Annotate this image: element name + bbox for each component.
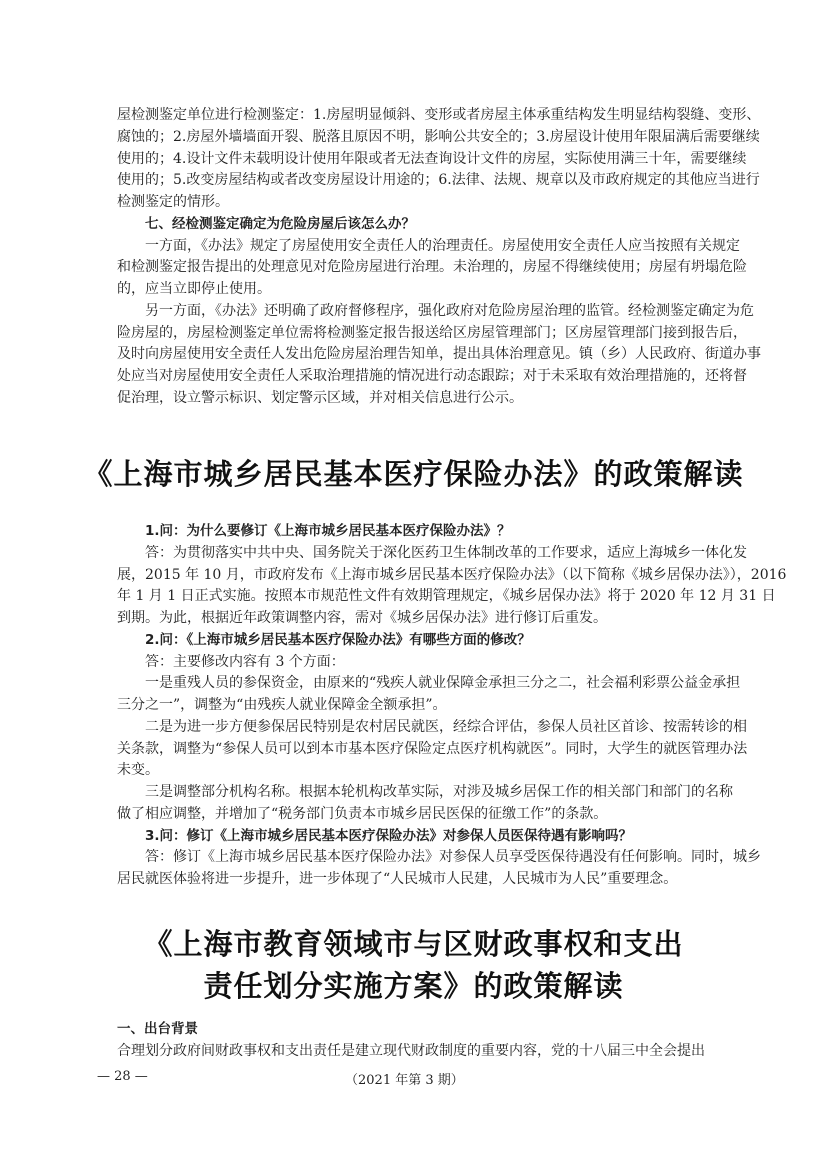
paragraph-line: 一方面，《办法》规定了房屋使用安全责任人的治理责任。房屋使用安全责任人应当按照有关规定 — [145, 237, 740, 254]
paragraph-line: 未变。 — [117, 762, 159, 779]
article1-title: 《上海市城乡居民基本医疗保险办法》的政策解读 — [83, 457, 744, 491]
issue-label: （2021 年第 3 期） — [345, 1073, 464, 1088]
paragraph-line: 做了相应调整，并增加了“税务部门负责本市城乡居民医保的征缴工作”的条款。 — [117, 805, 608, 822]
section-heading: 2.问：《上海市城乡居民基本医疗保险办法》有哪些方面的修改？ — [145, 631, 531, 648]
article2-body — [117, 1019, 713, 1063]
paragraph-line: 到期。为此，根据近年政策调整内容，需对《城乡居保办法》进行修订后重发。 — [117, 610, 607, 626]
paragraph-line: 处应当对房屋使用安全责任人采取治理措施的情况进行动态跟踪；对于未采取有效治理措施的，还将督 — [117, 368, 747, 384]
paragraph-line: 展，2015 年 10 月，市政府发布《上海市城乡居民基本医疗保险办法》（以下简称《城乡居保办法》），2016 — [117, 566, 787, 583]
paragraph-line: 和检测鉴定报告提出的处理意见对危险房屋进行治理。未治理的，房屋不得继续使用；房屋有坍塌危险 — [117, 259, 747, 276]
paragraph-line: 年 1 月 1 日正式实施。按照本市规范性文件有效期管理规定，《城乡居保办法》将于 2020 年 12 月 31 日 — [117, 588, 776, 605]
paragraph-line: 三是调整部分机构名称。根据本轮机构改革实际，对涉及城乡居保工作的相关部门和部门的名称 — [145, 784, 733, 800]
paragraph-line: 二是为进一步方便参保居民特别是农村居民就医，经综合评估，参保人员社区首诊、按需转诊的相 — [145, 718, 747, 735]
paragraph-line: 的，应当立即停止使用。 — [117, 281, 271, 297]
paragraph-line: 合理划分政府间财政事权和支出责任是建立现代财政制度的重要内容，党的十八届三中全会提出 — [117, 1042, 705, 1059]
article1-body — [117, 521, 787, 891]
paragraph-line: 居民就医体验将进一步提升，进一步体现了“人民城市人民建，人民城市为人民”重要理念。 — [117, 871, 678, 887]
section-heading: 七、经检测鉴定确定为危险房屋后该怎么办？ — [145, 215, 415, 232]
paragraph-line: 使用的；5.改变房屋结构或者改变房屋设计用途的；6.法律、法规、规章以及市政府规定的其他应当进行 — [117, 172, 760, 189]
page-number: — 28 — — [97, 1069, 148, 1084]
section-heading: 1.问：为什么要修订《上海市城乡居民基本医疗保险办法》？ — [145, 523, 511, 539]
section-heading: 一、出台背景 — [117, 1021, 198, 1037]
paragraph-line: 屋检测鉴定单位进行检测鉴定：1.房屋明显倾斜、变形或者房屋主体承重结构发生明显结构裂缝、变形、 — [117, 107, 761, 123]
paragraph-line: 腐蚀的；2.房屋外墙墙面开裂、脱落且原因不明，影响公共安全的；3.房屋设计使用年限届满后需要继续 — [117, 128, 760, 145]
paragraph-line: 使用的；4.设计文件未载明设计使用年限或者无法查询设计文件的房屋，实际使用满三十年，需要继续 — [117, 150, 747, 167]
paragraph-line: 一是重残人员的参保资金，由原来的“残疾人就业保障金承担三分之二，社会福利彩票公益金承担 — [145, 675, 741, 692]
paragraph-line: 及时向房屋使用安全责任人发出危险房屋治理告知单，提出具体治理意见。镇（乡）人民政府、街道办事 — [117, 346, 761, 363]
paragraph-line: 检测鉴定的情形。 — [117, 194, 229, 210]
article2-title-line2: 责任划分实施方案》的政策解读 — [203, 969, 624, 1003]
paragraph-line: 答：主要修改内容有 3 个方面： — [145, 653, 345, 670]
article2-title-line1: 《上海市教育领域市与区财政事权和支出 — [143, 927, 684, 961]
paragraph-line: 促治理，设立警示标识、划定警示区域，并对相关信息进行公示。 — [117, 389, 523, 406]
paragraph-line: 险房屋的，房屋检测鉴定单位需将检测鉴定报告报送给区房屋管理部门；区房屋管理部门接到报告后， — [117, 324, 747, 341]
paragraph-line: 三分之一”，调整为“由残疾人就业保障金全额承担”。 — [117, 697, 447, 713]
paragraph-line: 另一方面，《办法》还明确了政府督修程序，强化政府对危险房屋治理的监管。经检测鉴定确定为危 — [145, 302, 754, 319]
section-top-text — [117, 105, 761, 410]
section-heading: 3.问：修订《上海市城乡居民基本医疗保险办法》对参保人员医保待遇有影响吗？ — [145, 827, 633, 844]
paragraph-line: 关条款，调整为“参保人员可以到本市基本医疗保险定点医疗机构就医”。同时，大学生的就医管理办法 — [117, 740, 748, 757]
paragraph-line: 答：为贯彻落实中共中央、国务院关于深化医药卫生体制改革的工作要求，适应上海城乡一体化发 — [145, 544, 747, 561]
paragraph-line: 答：修订《上海市城乡居民基本医疗保险办法》对参保人员享受医保待遇没有任何影响。同时，城乡 — [145, 849, 761, 866]
